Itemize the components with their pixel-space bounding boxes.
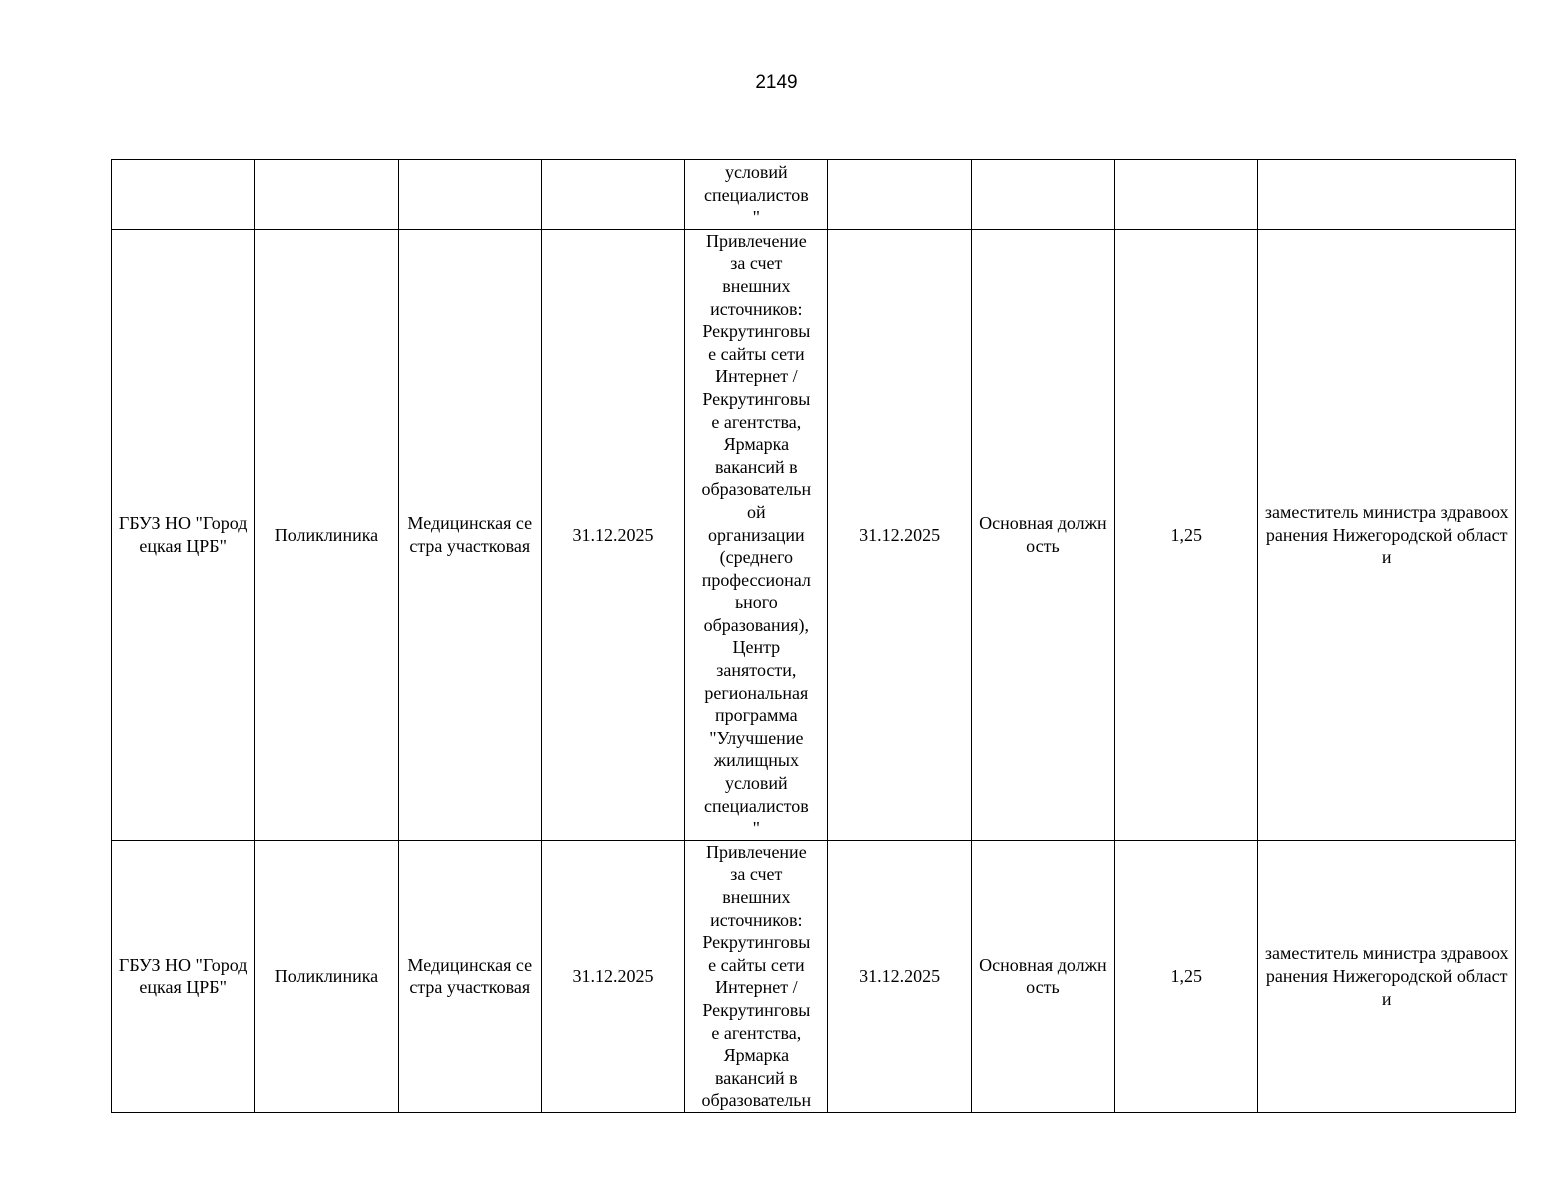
cell-position: Медицинская сестра участковая [398, 840, 541, 1112]
table-row [112, 840, 1516, 1112]
cell-responsible: заместитель министра здравоохранения Нижегородской области [1258, 229, 1516, 840]
cell-unit: Поликлиника [255, 840, 398, 1112]
cell-position: Медицинская сестра участковая [398, 229, 541, 840]
cell-method: Привлечение за счет внешних источников: Рекрутинговы е сайты сети Интернет / Рекрутинговы е агентства, Ярмарка вакансий в образовательн ой организации (среднего профессионал ьного образования), Центр занятости, региональная программа "Улучшение жилищных условий специалистов " [685, 229, 828, 840]
cell-job-type: Основная должность [971, 229, 1114, 840]
cell-date2: 31.12.2025 [828, 229, 971, 840]
cell-rate: 1,25 [1115, 840, 1258, 1112]
cell-position [398, 160, 541, 230]
cell-org: ГБУЗ НО "Городецкая ЦРБ" [112, 229, 255, 840]
cell-method: Привлечение за счет внешних источников: Рекрутинговы е сайты сети Интернет / Рекрутинговы е агентства, Ярмарка вакансий в образовательн [685, 840, 828, 1112]
cell-job-type [971, 160, 1114, 230]
cell-date1 [541, 160, 684, 230]
cell-responsible [1258, 160, 1516, 230]
cell-unit [255, 160, 398, 230]
cell-method: условий специалистов " [685, 160, 828, 230]
cell-unit: Поликлиника [255, 229, 398, 840]
cell-date1: 31.12.2025 [541, 840, 684, 1112]
cell-date1: 31.12.2025 [541, 229, 684, 840]
cell-rate: 1,25 [1115, 229, 1258, 840]
cell-date2 [828, 160, 971, 230]
cell-responsible: заместитель министра здравоохранения Нижегородской области [1258, 840, 1516, 1112]
table-row [112, 160, 1516, 230]
cell-org: ГБУЗ НО "Городецкая ЦРБ" [112, 840, 255, 1112]
page-number: 2149 [755, 72, 798, 93]
data-table [111, 159, 1516, 1113]
cell-rate [1115, 160, 1258, 230]
table-row [112, 229, 1516, 840]
cell-date2: 31.12.2025 [828, 840, 971, 1112]
cell-org [112, 160, 255, 230]
cell-job-type: Основная должность [971, 840, 1114, 1112]
